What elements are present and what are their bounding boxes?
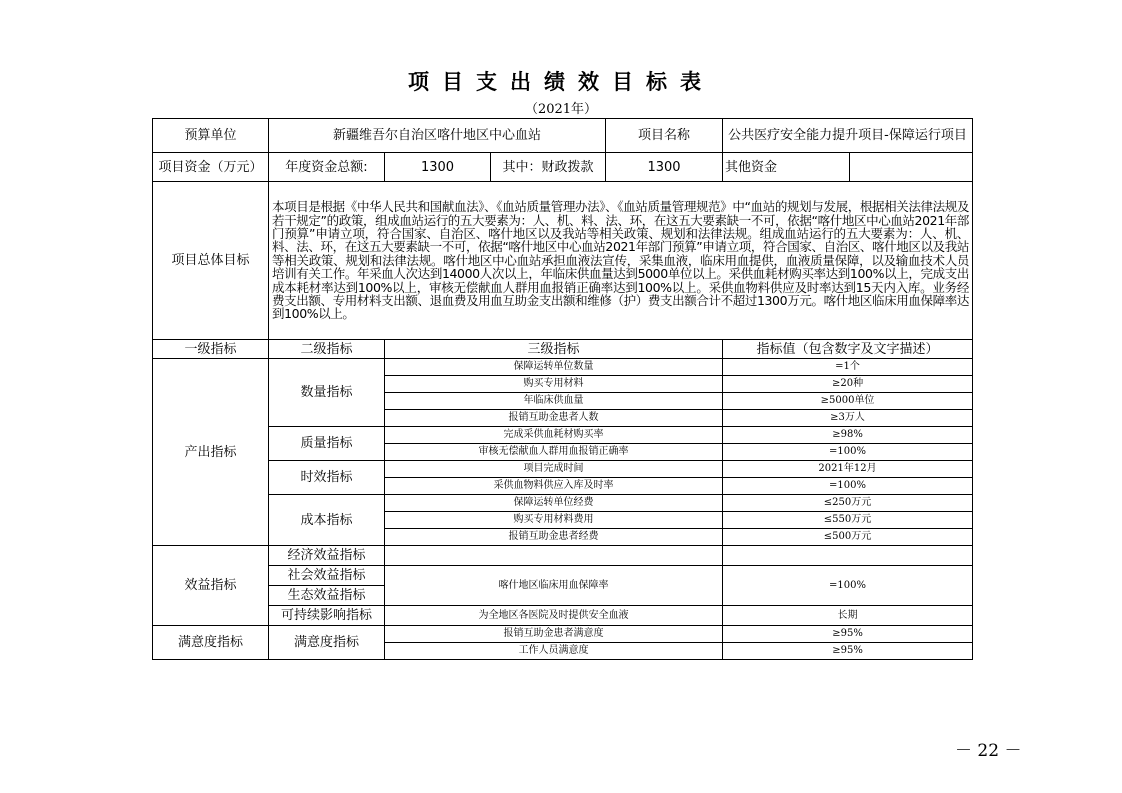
table-cell-value: ≥95% [723,643,973,660]
budget-unit-label: 预算单位 [153,119,269,153]
col-level1: 一级指标 [153,340,269,359]
table-row [385,546,723,566]
table-cell-value: ≥3万人 [723,410,973,427]
table-cell-value: 长期 [723,606,973,626]
social-benefit-label: 社会效益指标 [269,566,385,586]
table-row: 年临床供血量 [385,393,723,410]
sustainable-impact-label: 可持续影响指标 [269,606,385,626]
table-cell-value: ≥95% [723,626,973,643]
ecological-benefit-label: 生态效益指标 [269,586,385,606]
table-row: 采供血物料供应入库及时率 [385,478,723,495]
table-cell-value: =1个 [723,359,973,376]
funds-label: 项目资金（万元） [153,153,269,182]
table-row: 审核无偿献血人群用血报销正确率 [385,444,723,461]
year-subtitle: （2021年） [524,102,598,117]
col-level3: 三级指标 [385,340,723,359]
budget-unit-value: 新疆维吾尔自治区喀什地区中心血站 [269,119,606,153]
table-cell-value: ≤500万元 [723,529,973,546]
table-row: 购买专用材料 [385,376,723,393]
table-row: 工作人员满意度 [385,643,723,660]
fiscal-label: 其中：财政拨款 [491,153,606,182]
satisfaction-label: 满意度指标 [153,626,269,660]
table-row: 保障运转单位经费 [385,495,723,512]
page-number: － 22 － [955,741,1022,761]
table-cell-value: ≥98% [723,427,973,444]
annual-total-value: 1300 [385,153,491,182]
satisfaction-sub-label: 满意度指标 [269,626,385,660]
quality-label: 质量指标 [269,427,385,461]
table-cell-value: ≤250万元 [723,495,973,512]
table-row: 为全地区各医院及时提供安全血液 [385,606,723,626]
col-level2: 二级指标 [269,340,385,359]
other-funds-value [850,153,973,182]
other-funds-label: 其他资金 [723,153,850,182]
timeliness-label: 时效指标 [269,461,385,495]
table-cell-value: 2021年12月 [723,461,973,478]
goal-text: 本项目是根据《中华人民共和国献血法》、《血站质量管理办法》、《血站质量管理规范》中“血站的规划与发展，根据相关法律法规及若干规定”的政策，组成血站运行的五大要素为：人、机、料、法、环，在这五大要素缺一不可，依据“喀什地区中心血站2021年部门预算”申请立项，符合国家、自治区、喀什地区以及我站等相关政策、规划和法律法规。组成血站运行的五大要素为：人、机、料、法、环，在这五大要素缺一不可，依据“喀什地区中心血站2021年部门预算”申请立项，符合国家、自治区、喀什地区以及我站等相关政策、规划和法律法规。喀什地区中心血站承担血液法宣传，采集血液，临床用血提供，血液质量保障，以及输血技术人员培训有关工作。年采血人次达到14000人次以上，年临床供血量达到5000单位以上。采供血耗材购买率达到100%以上，完成支出成本耗材率达到100%以上，审核无偿献血人群用血报销正确率达到100%以上。采供血物料供应及时率达到15天内入库。业务经费支出额、专用材料支出额、退血费及用血互助金支出额和维修（护）费支出额合计不超过1300万元。喀什地区临床用血保障率达到100%以上。 [269,182,973,340]
table-cell-value: ≤550万元 [723,512,973,529]
table-row: 报销互助金患者满意度 [385,626,723,643]
page-title: 项目支出绩效目标表 [408,70,714,94]
fiscal-value: 1300 [606,153,723,182]
table-row: 保障运转单位数量 [385,359,723,376]
table-cell-value: =100% [723,566,973,606]
economic-benefit-label: 经济效益指标 [269,546,385,566]
cost-label: 成本指标 [269,495,385,546]
output-label: 产出指标 [153,359,269,546]
table-row: 报销互助金患者人数 [385,410,723,427]
project-name-label: 项目名称 [606,119,723,153]
benefit-label: 效益指标 [153,546,269,626]
performance-table [152,118,973,660]
table-cell-value: ≥5000单位 [723,393,973,410]
table-row: 购买专用材料费用 [385,512,723,529]
table-cell-value [723,546,973,566]
table-row: 完成采供血耗材购买率 [385,427,723,444]
table-row: 项目完成时间 [385,461,723,478]
table-cell-value: =100% [723,478,973,495]
table-cell-value: ≥20种 [723,376,973,393]
goal-label: 项目总体目标 [153,182,269,340]
table-row: 报销互助金患者经费 [385,529,723,546]
annual-total-label: 年度资金总额: [269,153,385,182]
project-name-value: 公共医疗安全能力提升项目-保障运行项目 [723,119,973,153]
col-value: 指标值（包含数字及文字描述） [723,340,973,359]
table-cell-value: =100% [723,444,973,461]
quantity-label: 数量指标 [269,359,385,427]
table-row: 喀什地区临床用血保障率 [385,566,723,606]
